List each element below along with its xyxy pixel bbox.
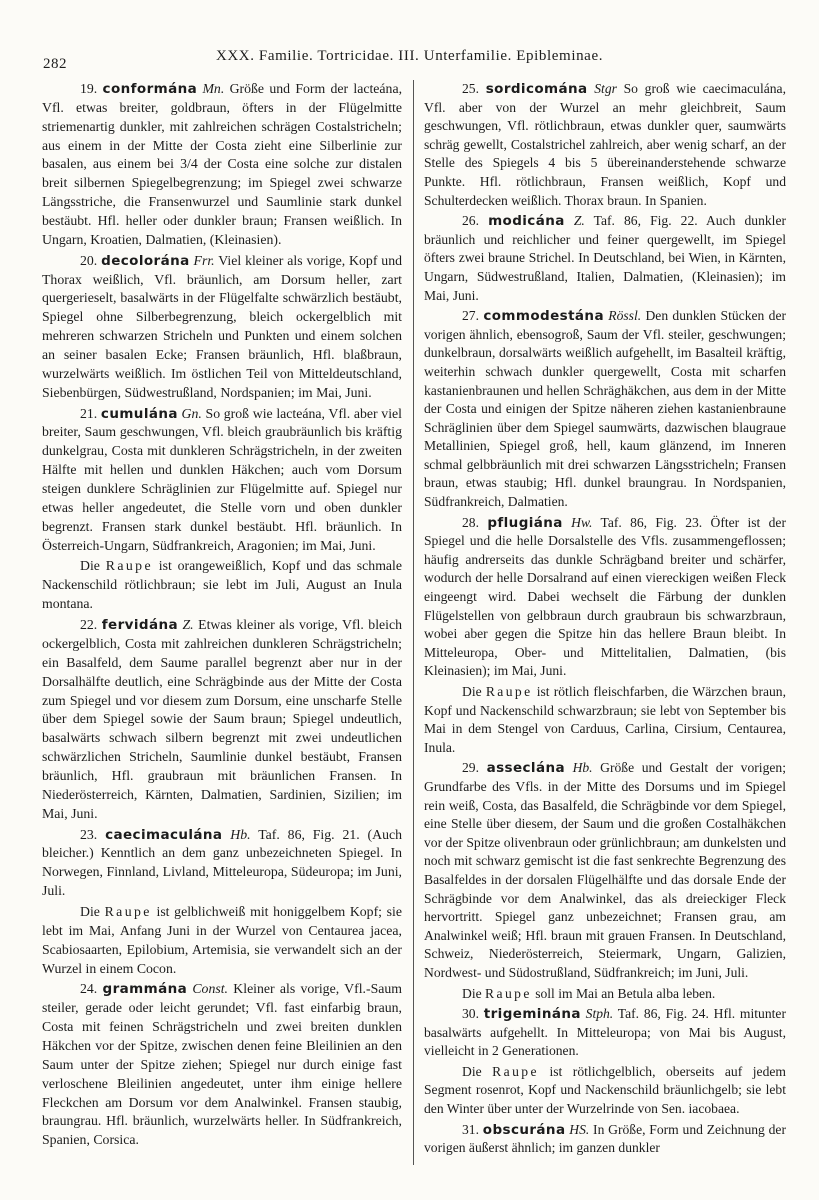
larva-word: Raupe [105,558,153,574]
larva-word: Raupe [485,985,532,1001]
larva-description: soll im Mai an Betula alba leben. [535,985,716,1001]
species-entry-30 [424,1005,786,1061]
entry-number: 27. [462,308,479,324]
author-abbrev: Z. [182,617,194,633]
author-abbrev: Rössl. [608,308,642,324]
species-name: modicána [488,213,565,230]
larva-paragraph-29 [424,985,786,1004]
species-entry-28 [424,514,786,681]
species-name: conformána [102,81,198,97]
entry-number: 30. [462,1006,479,1022]
larva-description: ist rötlichgelblich, oberseits auf jedem Segment rosenrot, Kopf und Nackenschild bräunlichgelb; sie lebt den Winter über unter der Wurzelrinde von Sen. iacobaea. [424,1063,786,1117]
author-abbrev: Hb. [572,760,593,776]
species-name: obscurána [482,1121,566,1138]
larva-word: Raupe [485,684,533,699]
species-entry-24 [42,980,402,1150]
entry-description: Etwas kleiner als vorige, Vfl. bleich ockergelblich, Costa mit zahlreichen dunkleren Schrägstricheln; ein Basalfeld, dem Saume parallel begrenzt aber nur in der Dorsalhälfte deutlich, eine Schrägbinde aus der Mitte der Costa zum Spiegel und vor diesem zum Dorsum, eine unscharfe Stelle über dem Spiegel sowie der Saum braun; Spiegel undeutlich, basalwärts schwach silbern begrenzt mit zwei undeutlichen schwärzlichen Stricheln, Saumlinie dunkel bestäubt, Fransen bräunlich, Hfl. graubraun mit bräunlichen Fransen. In Niederösterreich, Kärnten, Dalmatien, Sardinien, Sizilien; im Mai, Juni. [42,617,403,821]
author-abbrev: Hb. [230,826,251,842]
species-name: trigeminána [483,1006,581,1023]
species-entry-25 [424,80,786,210]
species-entry-27 [424,307,786,512]
larva-description: ist gelblichweiß mit honiggelbem Kopf; sie lebt im Mai, Anfang Juni in der Wurzel von Centaurea jacea, Scabiosaarten, Epilobium, Artemisia, sie verwandelt sich an der Wurzel in einem Cocon. [42,903,402,976]
larva-paragraph-23 [42,903,402,978]
entry-description: In Größe, Form und Zeichnung der vorigen äußerst ähnlich; im ganzen dunkler [424,1121,786,1156]
entry-number: 26. [462,213,479,229]
species-name: grammána [102,981,188,998]
entry-description: Taf. 86, Fig. 23. Öfter ist der Spiegel und die helle Dorsalstelle des Vfls. zusammengeflossen; häufig andrerseits das dunkle Schrägband breiter und schärfer, wodurch der helle Dorsalrand auf einen viereckigen weißen Fleck eingeengt wird. Dabei wechselt die Färbung der dunklen Flügelstellen von gelbbraun durch graubraun bis schwarzbraun, wobei aber gegen die Spitze hin das hellere Braun bleibt. In Mitteleuropa, Ober- und Mittelitalien, Dalmatien, (bis Kleinasien); im Mai, Juni. [424,514,786,679]
entry-number: 19. [80,81,98,96]
author-abbrev: Z. [573,213,585,229]
author-abbrev: Stph. [585,1006,614,1022]
larva-paragraph-30 [424,1063,786,1119]
larva-word: Raupe [104,903,152,919]
species-entry-26 [424,212,786,305]
species-entry-31 [424,1121,786,1158]
larva-word: Raupe [492,1063,539,1079]
larva-paragraph-28 [424,683,786,757]
larva-paragraph-21 [42,557,402,614]
species-name: fervidána [101,617,178,634]
left-column [42,80,402,1152]
entry-description: Kleiner als vorige, Vfl.-Saum steiler, gerade oder leicht gerundet; Vfl. fast einfarbig braun, Costa mit feinen Schrägstricheln und zwei breiten dunklen Häkchen vor der Spitze, zwischen denen feine Bleilinien an den Saum unter der Spitze ziehen; Spiegel nur durch einige fast verloschene Bleilinien angedeutet, unter ihm einige hellere Fleckchen am Dorsum vor dem Analwinkel. Fransen staubig, braungrau. Hfl. bräunlich, wurzelwärts heller. In Südfrankreich, Spanien, Corsica. [42,981,403,1148]
running-title: XXX. Familie. Tortricidae. III. Unterfamilie. Epibleminae. [215,48,604,64]
right-column [424,80,786,1160]
entry-number: 29. [462,760,479,776]
page-number: 282 [43,56,67,72]
entry-description: Taf. 86, Fig. 22. Auch dunkler bräunlich und reichlicher und feiner quergewellt, im Spiegel öfters zwei braune Strichel. In Deutschland, bei Wien, in Kärnten, Ungarn, Südwestrußland, Italien, Dalmatien, (Kleinasien); im Mai, Juni. [424,213,787,303]
entry-number: 24. [80,981,98,997]
entry-number: 25. [462,81,479,96]
author-abbrev: Const. [192,981,229,997]
author-abbrev: Stgr [594,81,617,96]
larva-intro: Die [462,684,482,699]
entry-number: 31. [462,1121,479,1137]
entry-description: Taf. 86, Fig. 24. Hfl. mitunter basalwärts aufgehellt. In Mitteleuropa; von Mai bis August, vielleicht in 2 Generationen. [424,1006,786,1059]
entry-description: Den dunklen Stücken der vorigen ähnlich, ebensogroß, Saum der Vfl. steiler, geschwungen; dunkelbraun, dorsalwärts weißlich aufgehellt, im Basalteil kräftig, weiterhin schwach dunkler quergewellt, Costa mit scharfen kastanienbraunen und hellen Schräghäkchen, aus dem in der Mitte der Costa und einigen der Spitze näheren ziehen kastanienbraune Schräglinien über dem Spiegel saumwärts, dazwischen blaugraue Metallinien, Spiegel groß, hell, kaum glänzend, im Inneren schmal gelbbräunlich mit drei schwarzen Längsstricheln; Fransen braun, etwas staubig; Hfl. dunkel braungrau. In Nordspanien, Südfrankreich, Dalmatien. [424,308,787,510]
author-abbrev: Frr. [193,252,215,268]
species-entry-20 [42,252,402,403]
author-abbrev: Gn. [181,405,202,421]
entry-number: 20. [80,252,98,268]
species-entry-22 [42,616,402,823]
entry-number: 28. [462,514,479,530]
entry-number: 23. [80,826,98,842]
species-entry-21 [42,405,402,556]
author-abbrev: Hw. [571,514,593,530]
entry-description: Größe und Form der lacteána, Vfl. etwas breiter, goldbraun, öfters in der Flügelmitte striemenartig dunkler, mit zahlreichen schrägen Costalstricheln; aus einem in der Mitte der Costa zieht eine Silberlinie zur basalen, aus einem bei 3/4 der Costa eine solche zur distalen breit silbernen Spiegelbegrenzung; im Spiegel zwei schwarze Längsstriche, die Fransenwurzel und Saumlinie stark dunkel bestäubt. Hfl. heller oder dunkler braun; Fransen weißlich. In Ungarn, Kroatien, Dalmatien, (Kleinasien). [42,81,403,247]
larva-description: ist rötlich fleischfarben, die Wärzchen braun, Kopf und Nackenschild schwarzbraun; sie lebt von September bis Mai in dem Stengel von Carduus, Carlina, Cirsium, Centaurea, Inula. [424,684,786,755]
larva-description: ist orangeweißlich, Kopf und das schmale Nackenschild rötlichbraun; sie lebt im Juli, August an Inula montana. [42,558,403,612]
entry-number: 22. [80,617,98,633]
larva-intro: Die [80,903,100,919]
species-entry-29 [424,759,786,982]
species-name: cumulána [100,405,178,422]
entry-description: So groß wie lacteána, Vfl. aber viel breiter, Saum geschwungen, Vfl. bleich graubräunlich bis kräftig dunkelgrau, Costa mit dunkleren Schrägstricheln, in der zweiten Hälfte mit hellen und dunklen Häkchen; auch vom Dorsum steigen dunklere Schräglinien zur Flügelmitte auf. Spiegel nur etwas heller angedeutet, die Stelle vorn und oben dunkler begrenzt. Fransen stark dunkel bestäubt. Hfl. bräunlich. In Österreich-Ungarn, Südfrankreich, Aragonien; im Mai, Juni. [42,405,402,553]
species-name: pflugiána [487,514,563,531]
entry-description: Größe und Gestalt der vorigen; Grundfarbe des Vfls. in der Mitte des Dorsums und im Spiegel rein weiß, Costa, das Basalfeld, die Schrägbinde vor dem Spiegel, eine Stelle über diesem, der Saum und die großen Costalhäkchen vor der Spitze olivenbraun oder grünlichbraun; am dunkelsten und noch mit schwarz gemischt ist die fast senkrechte Begrenzung des Basalfeldes in der dorsalen Flügelhälfte und das dorsale Ende der Schrägbinde vor dem Analwinkel, das als dreieckiger Fleck hervortritt. Spiegel ganz unbezeichnet; Fransen grau, am Analwinkel weiß; Hfl. braun mit grauen Fransen. In Deutschland, Schweiz, Niederösterreich, Steiermark, Ungarn, Galizien, Nordwest- und Südostrußland, Südfrankreich; im Juni, Juli. [424,760,786,980]
entry-description: Viel kleiner als vorige, Kopf und Thorax weißlich, Vfl. bräunlich, am Dorsum heller, zart quergerieselt, basalwärts in der Flügelfalte schwärzlich bestäubt, Spiegel ohne Silberbegrenzung, bleich ockergelblich mit mehreren schwarzen Stricheln und Punkten und einem solchen an seiner basalen Ecke; Fransen bräunlich, Hfl. blaßbraun, wurzelwärts weißlich. Im östlichen Teil von Mitteldeutschland, Siebenbürgen, Südwestrußland, Nordspanien; im Mai, Juni. [42,252,402,400]
entry-number: 21. [80,405,98,421]
species-name: asseclána [486,760,565,777]
larva-intro: Die [80,558,100,574]
column-divider [413,80,414,1165]
larva-intro: Die [462,1063,482,1079]
species-name: commodestána [483,308,604,325]
species-name: decolorána [101,252,190,269]
species-name: caecimaculána [105,826,223,843]
author-abbrev: HS. [569,1121,590,1137]
entry-description: Taf. 86, Fig. 21. (Auch bleicher.) Kenntlich an dem ganz unbezeichneten Spiegel. In Norwegen, Finnland, Livland, Mitteleuropa, Südeuropa; im Juni, Juli. [42,826,403,899]
species-entry-23 [42,826,402,901]
larva-intro: Die [462,985,482,1001]
entry-description: So groß wie caecimaculána, Vfl. aber von der Wurzel an mehr gleichbreit, Saum geschwungen, Vfl. rötlichbraun, etwas dunkler quer, saumwärts schräg gewellt, Costalstrichel zahlreich, aber wenig scharf, an der Stelle des Spiegels 4 bis 5 übereinanderstehende schwarze Punkte. Hfl. rötlichbraun, Fransen weißlich, Kopf und Schulterdecken weißlich. Thorax braun. In Spanien. [424,81,786,208]
species-entry-19 [42,80,402,250]
author-abbrev: Mn. [202,81,225,96]
species-name: sordicomána [485,81,588,97]
